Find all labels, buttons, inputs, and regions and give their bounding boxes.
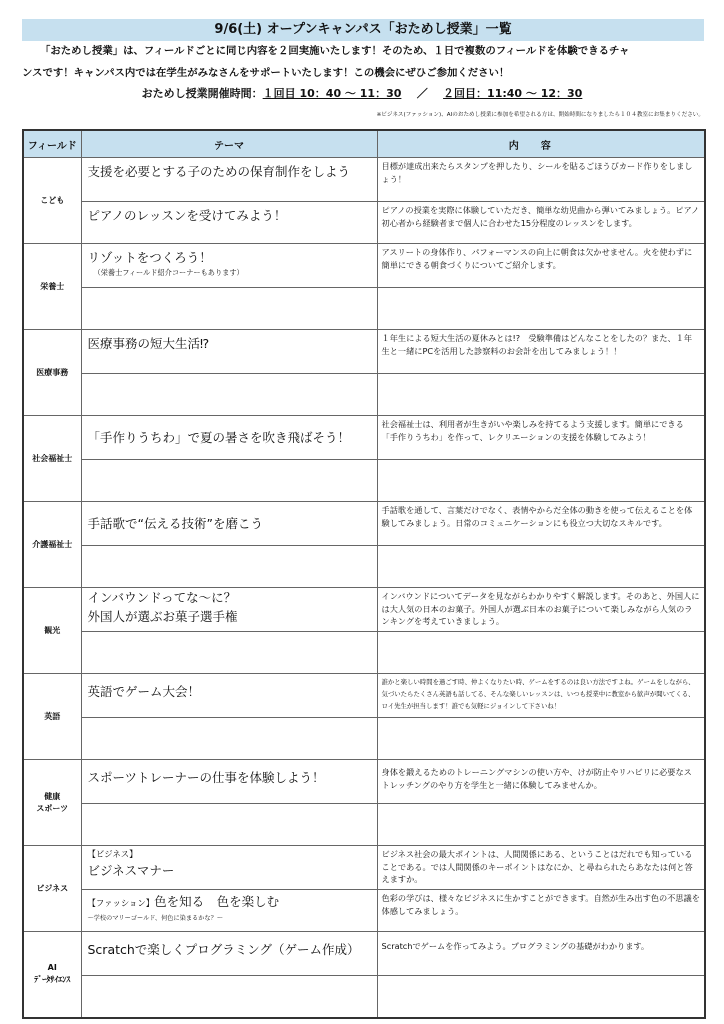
theme-subtitle: ～学校のマリーゴールド、何色に染まるかな？～: [87, 915, 223, 922]
session-times: [0, 87, 724, 101]
times-label: おためし授業開催時間：: [141, 87, 263, 100]
field-shakaifukushishi: 社会福祉士: [23, 416, 81, 502]
field-business: ビジネス: [23, 846, 81, 932]
table-row: [23, 374, 705, 416]
header-content: 内容: [377, 130, 705, 158]
theme-cell: 「手作りうちわ」で夏の暑さを吹き飛ばそう！: [81, 416, 377, 460]
theme-cell: 支援を必要とする子のための保育制作をしよう: [81, 158, 377, 202]
content-cell: 色彩の学びは、様々なビジネスに生かすことができます。自然が生み出す色の不思議を体感してみましょう。: [377, 890, 705, 932]
table-row: [23, 244, 705, 288]
field-line-2: ﾃﾞｰﾀｻｲｴﾝｽ: [34, 975, 71, 985]
intro-line-1: 「おためし授業」は、フィールドごとに同じ内容を２回実施いたします！そのため、１日で複数のフィールドを体験できるチャ: [40, 45, 630, 57]
table-header-row: [23, 130, 705, 158]
empty-theme-cell: [81, 288, 377, 330]
table-row: [23, 588, 705, 632]
theme-cell: 英語でゲーム大会！: [81, 674, 377, 718]
table-row: [23, 158, 705, 202]
table-row: [23, 202, 705, 244]
empty-theme-cell: [81, 804, 377, 846]
content-cell: 手話歌を通して、言葉だけでなく、表情やからだ全体の動きを使って伝えることを体験してみましょう。日常のコミュニケーションにも役立つ大切なスキルです。: [377, 502, 705, 546]
field-kodomo: こども: [23, 158, 81, 244]
content-cell: 目標が達成出来たらスタンプを押したり、シールを貼るごほうびカード作りをしましょう！: [377, 158, 705, 202]
empty-content-cell: [377, 804, 705, 846]
empty-content-cell: [377, 288, 705, 330]
class-table: [22, 129, 706, 1019]
theme-cell: [81, 890, 377, 932]
field-ai: [23, 932, 81, 1018]
empty-content-cell: [377, 976, 705, 1018]
table-row: [23, 976, 705, 1018]
content-cell: ビジネス社会の最大ポイントは、人間関係にある、ということはだれでも知っていることである。では人間関係のキーポイントはなにか、と尋ねられたらあなたは何と答えますか。: [377, 846, 705, 890]
intro-line-2: ンスです！キャンパス内では在学生がみなさんをサポートいたします！この機会にぜひご参加ください！: [22, 67, 510, 79]
table-row: [23, 718, 705, 760]
content-cell: アスリートの身体作り、パフォーマンスの向上に朝食は欠かせません。火を使わずに簡単にできる朝食づくりについてご紹介します。: [377, 244, 705, 288]
field-kenkou-sports: [23, 760, 81, 846]
table-row: [23, 460, 705, 502]
table-row: [23, 890, 705, 932]
field-eigo: 英語: [23, 674, 81, 760]
time-separator: ／: [416, 87, 428, 100]
content-cell: 誰かと楽しい時間を過ごす時、仲よくなりたい時、ゲームをするのは良い方法ですよね。ゲームをしながら、気づいたらたくさん英語も話してる、そんな楽しいレッスンは、いつも授業中に教室から歓声が聞いてくる、ロイ先生が担当します！誰でも気軽にジョインして下さいね！: [377, 674, 705, 718]
table-row: [23, 846, 705, 890]
theme-tag: 【ファッション】: [87, 898, 155, 908]
table-row: [23, 674, 705, 718]
theme-cell: Scratchで楽しくプログラミング（ゲーム作成）: [81, 932, 377, 976]
theme-line-2: 外国人が選ぶお菓子選手権: [87, 609, 238, 624]
empty-theme-cell: [81, 460, 377, 502]
field-line-1: 健康: [44, 791, 61, 801]
header-field: フィールド: [23, 130, 81, 158]
empty-theme-cell: [81, 976, 377, 1018]
content-cell: ピアノの授業を実際に体験していただき、簡単な幼児曲から弾いてみましょう。ピアノ初心者から経験者まで個人に合わせた15分程度のレッスンをします。: [377, 202, 705, 244]
theme-tag: 【ビジネス】: [87, 849, 138, 859]
empty-content-cell: [377, 460, 705, 502]
empty-content-cell: [377, 546, 705, 588]
empty-theme-cell: [81, 718, 377, 760]
table-row: [23, 632, 705, 674]
content-cell: １年生による短大生活の夏休みとは!? 受験準備はどんなことをしたの？また、１年生と一緒にPCを活用した診察料のお会計を出してみましょう！！: [377, 330, 705, 374]
theme-cell: 手話歌で“伝える技術”を磨こう: [81, 502, 377, 546]
theme-cell: ピアノのレッスンを受けてみよう！: [81, 202, 377, 244]
theme-title: ビジネスマナー: [87, 863, 175, 878]
field-kaigofukushishi: 介護福祉士: [23, 502, 81, 588]
theme-cell: [81, 244, 377, 288]
table-row: [23, 804, 705, 846]
table-row: [23, 546, 705, 588]
content-cell: Scratchでゲームを作ってみよう。プログラミングの基礎がわかります。: [377, 932, 705, 976]
empty-content-cell: [377, 632, 705, 674]
header-theme: テーマ: [81, 130, 377, 158]
empty-content-cell: [377, 718, 705, 760]
empty-content-cell: [377, 374, 705, 416]
field-eiyoushi: 栄養士: [23, 244, 81, 330]
table-row: [23, 330, 705, 374]
table-row: [23, 288, 705, 330]
theme-cell: 医療事務の短大生活⁉: [81, 330, 377, 374]
empty-theme-cell: [81, 374, 377, 416]
table-row: [23, 416, 705, 460]
theme-cell: [81, 846, 377, 890]
field-kankou: 観光: [23, 588, 81, 674]
field-line-1: AI: [47, 963, 57, 973]
table-row: [23, 502, 705, 546]
content-cell: 社会福祉士は、利用者が生きがいや楽しみを持てるよう支援します。簡単にできる「手作りうちわ」を作って、レクリエーションの支援を体験してみよう！: [377, 416, 705, 460]
empty-theme-cell: [81, 632, 377, 674]
time-first: １回目 10：40 ～ 11：30: [262, 87, 402, 100]
empty-theme-cell: [81, 546, 377, 588]
theme-cell: スポーツトレーナーの仕事を体験しよう！: [81, 760, 377, 804]
content-cell: 身体を鍛えるためのトレーニングマシンの使い方や、けが防止やリハビリに必要なストレッチングのやり方を学生と一緒に体験してみませんか。: [377, 760, 705, 804]
field-iryoujimu: 医療事務: [23, 330, 81, 416]
theme-cell: [81, 588, 377, 632]
theme-title: 色を知る 色を楽しむ: [154, 894, 280, 909]
theme-subtitle: （栄養士フィールド紹介コーナーもあります）: [93, 268, 244, 277]
page-title: 9/6(土) オープンキャンパス「おためし授業」一覧: [22, 19, 704, 41]
theme-title: リゾットをつくろう！: [87, 250, 212, 265]
content-cell: インバウンドについてデータを見ながらわかりやすく解説します。そのあと、外国人には大人気の日本のお菓子。外国人が選ぶ日本のお菓子について楽しみながら人気のランキングを考えていきましょう。: [377, 588, 705, 632]
theme-line-1: インバウンドってな～に？: [87, 590, 237, 605]
field-line-2: スポーツ: [36, 803, 69, 813]
table-row: [23, 932, 705, 976]
notice-text: ※ビジネス(ファッション)、AIのおためし授業に参加を希望される方は、開始時間になりましたら１０４教室にお集まりください。: [376, 112, 704, 118]
time-second: ２回目：11:40 ～ 12：30: [443, 87, 583, 100]
table-row: [23, 760, 705, 804]
